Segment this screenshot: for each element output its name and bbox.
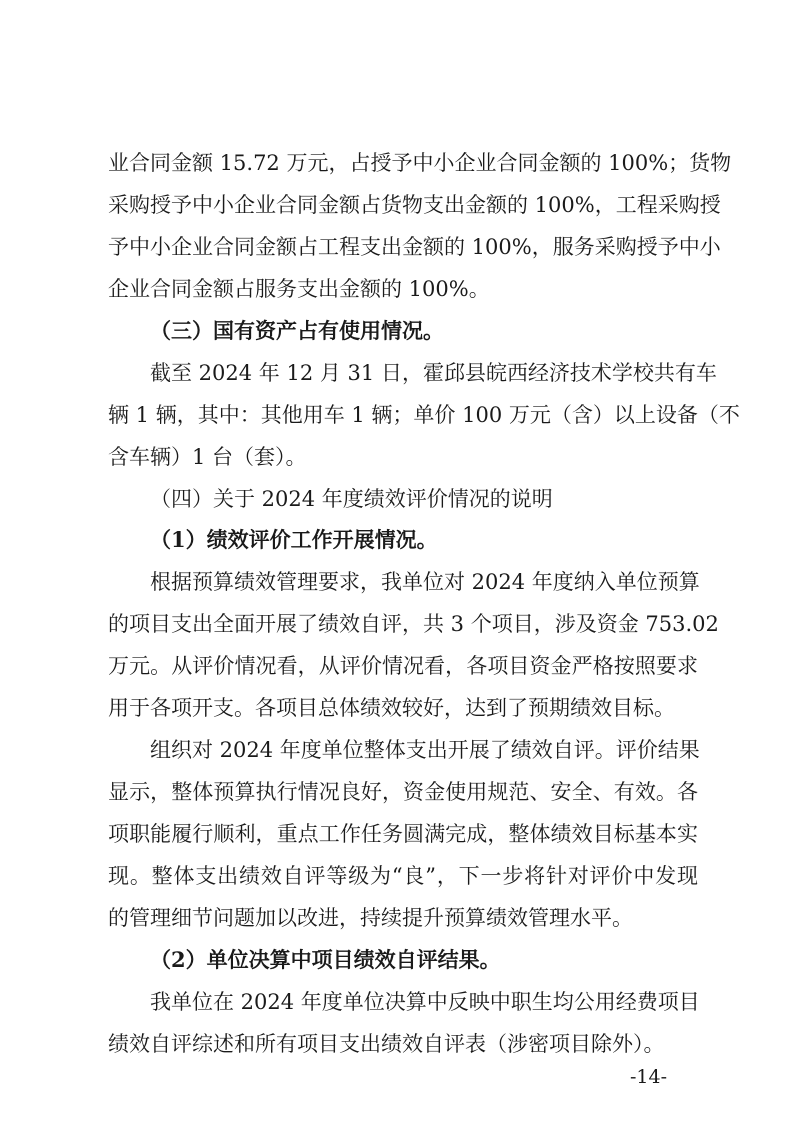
page-number: -14- (630, 1066, 668, 1088)
paragraph-line: 显示，整体预算执行情况良好，资金使用规范、安全、有效。各 (108, 780, 698, 804)
paragraph-line: 绩效自评综述和所有项目支出绩效自评表（涉密项目除外）。 (108, 1032, 665, 1056)
paragraph-line: 万元。从评价情况看，从评价情况看，各项目资金严格按照要求 (108, 654, 698, 678)
paragraph-line: 项职能履行顺利，重点工作任务圆满完成，整体绩效目标基本实 (108, 822, 698, 846)
paragraph-line: 组织对 2024 年度单位整体支出开展了绩效自评。评价结果 (150, 738, 700, 762)
paragraph-line: 辆 1 辆，其中：其他用车 1 辆；单价 100 万元（含）以上设备（不 (108, 403, 740, 427)
paragraph-line: 现。整体支出绩效自评等级为“良”，下一步将针对评价中发现 (108, 864, 698, 888)
paragraph-line: 截至 2024 年 12 月 31 日，霍邱县皖西经济技术学校共有车 (150, 361, 717, 385)
paragraph-line: 根据预算绩效管理要求，我单位对 2024 年度纳入单位预算 (150, 570, 700, 594)
paragraph-line: 的管理细节问题加以改进，持续提升预算绩效管理水平。 (108, 906, 633, 930)
subsection-heading: （1）绩效评价工作开展情况。 (150, 527, 438, 552)
paragraph-line: 业合同金额 15.72 万元，占授予中小企业合同金额的 100%；货物 (108, 151, 732, 175)
paragraph-line: 用于各项开支。各项目总体绩效较好，达到了预期绩效目标。 (108, 696, 675, 720)
subsection-heading: （2）单位决算中项目绩效自评结果。 (150, 947, 501, 972)
section-heading: （四）关于 2024 年度绩效评价情况的说明 (150, 487, 553, 511)
paragraph-line: 企业合同金额占服务支出金额的 100%。 (108, 277, 490, 301)
paragraph-line: 含车辆）1 台（套）。 (108, 445, 307, 469)
paragraph-line: 予中小企业合同金额占工程支出金额的 100%，服务采购授予中小 (108, 235, 721, 259)
paragraph-line: 的项目支出全面开展了绩效自评，共 3 个项目，涉及资金 753.02 (108, 612, 719, 636)
section-heading: （三）国有资产占有使用情况。 (150, 318, 444, 343)
paragraph-line: 我单位在 2024 年度单位决算中反映中职生均公用经费项目 (150, 990, 700, 1014)
paragraph-line: 采购授予中小企业合同金额占货物支出金额的 100%，工程采购授 (108, 193, 721, 217)
